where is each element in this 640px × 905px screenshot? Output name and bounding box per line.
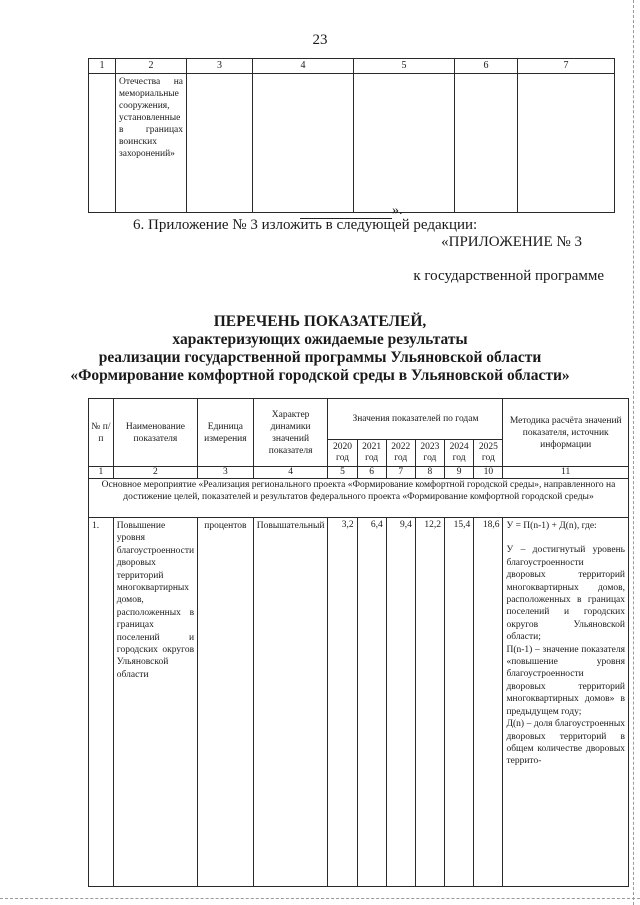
cont-col-5: 5 xyxy=(354,59,455,74)
value-2020: 3,2 xyxy=(341,520,354,530)
cont-cell-empty xyxy=(354,74,455,213)
col-number: 8 xyxy=(415,467,444,479)
row-unit-cell xyxy=(198,518,254,887)
cont-col-7: 7 xyxy=(518,59,615,74)
row-name-cell xyxy=(113,518,197,887)
table-row xyxy=(89,518,629,887)
cont-col-2: 2 xyxy=(116,59,187,74)
section-row xyxy=(89,479,629,518)
row-number: 1. xyxy=(92,521,100,531)
value-2021: 6,4 xyxy=(370,520,383,530)
value-2024: 15,4 xyxy=(453,520,471,530)
appendix-subtitle: к государственной программе xyxy=(413,268,604,284)
year-2020: 2020 год xyxy=(328,440,357,467)
header-name: Наименование показателя xyxy=(113,399,197,467)
header-values: Значения показателей по годам xyxy=(328,399,503,440)
method-paragraph-1: У – достигнутый уровень благоустроенности дворовых территорий многоквартирных домов, расположенных в границах поселений и городских округов Ульяновской области; xyxy=(506,545,625,643)
appendix-title: «ПРИЛОЖЕНИЕ № 3 xyxy=(441,234,582,250)
col-number: 6 xyxy=(357,467,386,479)
value-cell xyxy=(328,518,357,887)
heading-line-3: реализации государственной программы Ульяновской области xyxy=(98,349,542,366)
row-no-cell xyxy=(89,518,114,887)
page-number: 23 xyxy=(312,32,328,48)
year-2025: 2025 год xyxy=(474,440,503,467)
value-cell xyxy=(445,518,474,887)
cont-cell-text xyxy=(116,74,187,213)
header-method: Методика расчёта значений показателя, источник информации xyxy=(503,399,629,467)
col-number: 3 xyxy=(198,467,254,479)
header-no: № п/п xyxy=(89,399,114,467)
heading-line-1: ПЕРЕЧЕНЬ ПОКАЗАТЕЛЕЙ, xyxy=(213,313,427,330)
col-number: 5 xyxy=(328,467,357,479)
section-title: Основное мероприятие «Реализация регионального проекта «Формирование комфортной городской среды», направленного на достижение целей, показателей и результатов федерального проекта «Формирование комфортной городской среды» xyxy=(89,479,629,518)
year-2021: 2021 год xyxy=(357,440,386,467)
col-number: 4 xyxy=(253,467,328,479)
cont-col-3: 3 xyxy=(187,59,253,74)
cont-col-1: 1 xyxy=(89,59,116,74)
year-2024: 2024 год xyxy=(445,440,474,467)
value-cell xyxy=(415,518,444,887)
cont-cell-empty xyxy=(253,74,354,213)
row-unit: процентов xyxy=(204,521,247,531)
cont-cell-empty xyxy=(455,74,518,213)
col-number: 11 xyxy=(503,467,629,479)
year-2023: 2023 год xyxy=(415,440,444,467)
row-name: Повышение уровня благоустроенности дворовых территорий многоквартирных домов, расположенных в границах поселений и городских округов Ульяновской области xyxy=(116,521,195,680)
value-2022: 9,4 xyxy=(399,520,412,530)
cont-col-6: 6 xyxy=(455,59,518,74)
col-number: 7 xyxy=(386,467,415,479)
method-paragraph-3: Д(n) – доля благоустроенных дворовых территорий в общем количестве дворовых террито- xyxy=(506,719,625,767)
cont-cell-empty xyxy=(89,74,116,213)
continuation-table xyxy=(88,58,615,213)
heading-line-2: характеризующих ожидаемые результаты xyxy=(172,331,468,348)
cont-cell-empty xyxy=(187,74,253,213)
value-2023: 12,2 xyxy=(424,520,442,530)
scan-edge-right xyxy=(633,0,634,905)
row-method-cell xyxy=(503,518,629,887)
continuation-body-row xyxy=(89,74,615,213)
col-number: 10 xyxy=(474,467,503,479)
heading-line-4: «Формирование комфортной городской среды в Ульяновской области» xyxy=(70,367,570,384)
value-cell xyxy=(357,518,386,887)
header-unit: Единица измерения xyxy=(198,399,254,467)
header-character: Характер динамики значений показателя xyxy=(253,399,328,467)
col-number: 2 xyxy=(113,467,197,479)
instruction-text: 6. Приложение № 3 изложить в следующей редакции: xyxy=(133,217,478,233)
row-character-cell xyxy=(253,518,328,887)
year-2022: 2022 год xyxy=(386,440,415,467)
col-number: 1 xyxy=(89,467,114,479)
value-cell xyxy=(386,518,415,887)
continuation-header-row xyxy=(89,59,615,74)
cont-cell-empty xyxy=(518,74,615,213)
method-formula: У = П(n-1) + Д(n), где: xyxy=(506,521,597,531)
method-text xyxy=(503,518,628,770)
value-cell xyxy=(474,518,503,887)
col-number: 9 xyxy=(445,467,474,479)
indicators-table xyxy=(88,398,629,887)
cont-col-4: 4 xyxy=(253,59,354,74)
indicators-header-row xyxy=(89,399,629,440)
column-number-row xyxy=(89,467,629,479)
value-2025: 18,6 xyxy=(482,520,500,530)
continued-text: Отечества на мемориальные сооружения, установленные в границах воинских захоронений» xyxy=(119,77,183,159)
row-character: Повышательный xyxy=(256,521,325,531)
scan-edge-bottom xyxy=(0,898,640,899)
method-paragraph-2: П(n-1) – значение показателя «повышение уровня благоустроенности дворовых территорий многоквартирных домов» в предыдущем году; xyxy=(506,644,625,717)
closing-quote-text: ». xyxy=(392,203,403,218)
